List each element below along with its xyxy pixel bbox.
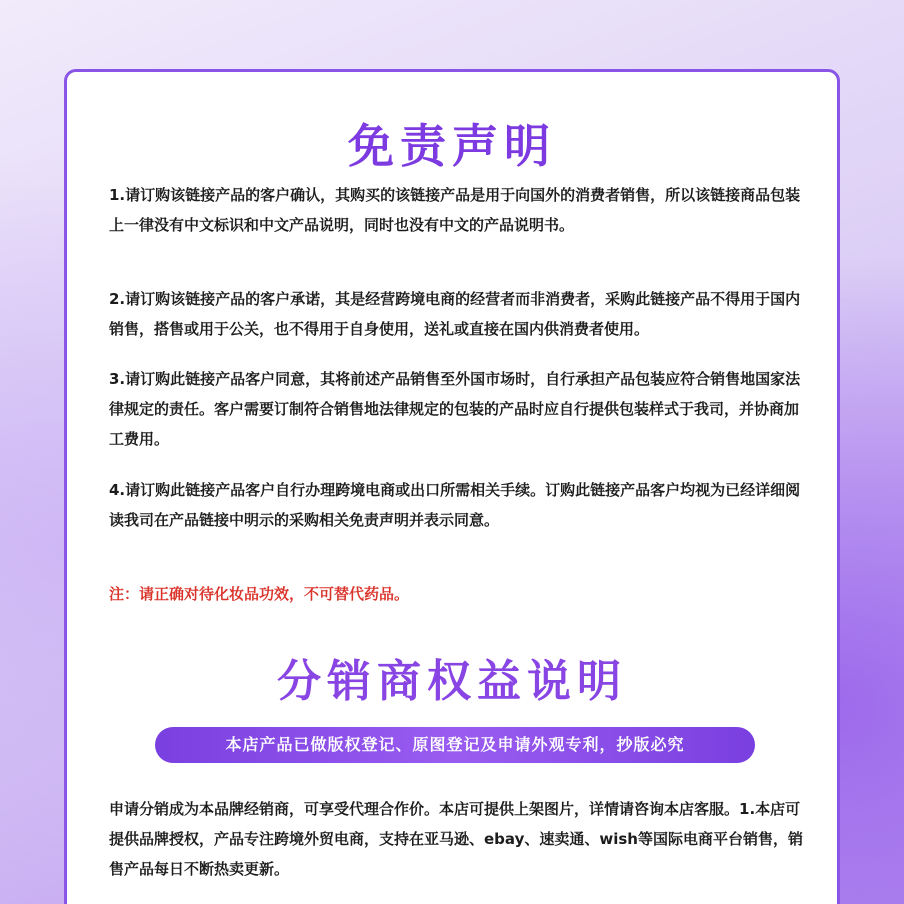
disclaimer-item-2: 2.请订购该链接产品的客户承诺，其是经营跨境电商的经营者而非消费者，采购此链接产品不得用于国内销售，搭售或用于公关，也不得用于自身使用，送礼或直接在国内供消费者使用。 xyxy=(109,290,801,338)
disclaimer-item-4: 4.请订购此链接产品客户自行办理跨境电商或出口所需相关手续。订购此链接产品客户均视为已经详细阅读我司在产品链接中明示的采购相关免责声明并表示同意。 xyxy=(109,481,801,529)
disclaimer-item-1: 1.请订购该链接产品的客户确认，其购买的该链接产品是用于向国外的消费者销售，所以该链接商品包装上一律没有中文标识和中文产品说明，同时也没有中文的产品说明书。 xyxy=(109,186,801,234)
copyright-banner: 本店产品已做版权登记、原图登记及申请外观专利，抄版必究 xyxy=(155,727,755,763)
distributor-text: 申请分销成为本品牌经销商，可享受代理合作价。本店可提供上架图片，详情请咨询本店客服。1.本店可提供品牌授权，产品专注跨境外贸电商，支持在亚马逊、ebay、速卖通、wish等国际电商平台销售，销售产品每日不断热卖更新。 xyxy=(109,800,803,878)
disclaimer-item-3: 3.请订购此链接产品客户同意，其将前述产品销售至外国市场时，自行承担产品包装应符合销售地国家法律规定的责任。客户需要订制符合销售地法律规定的包装的产品时应自行提供包装样式于我司，并协商加工费用。 xyxy=(109,370,801,448)
disclaimer-title: 免责声明 xyxy=(348,119,556,173)
disclaimer-card xyxy=(64,69,840,904)
distributor-title: 分销商权益说明 xyxy=(277,656,627,707)
cosmetics-note: 注：请正确对待化妆品功效，不可替代药品。 xyxy=(109,585,410,603)
